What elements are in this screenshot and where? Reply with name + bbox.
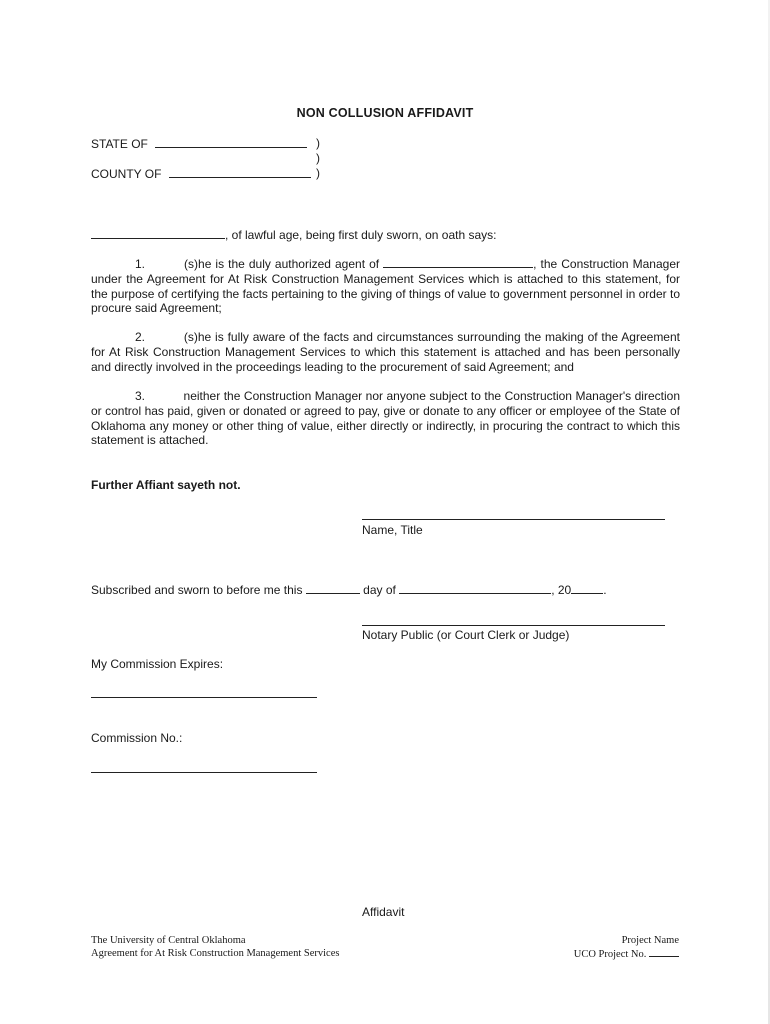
subscribed-text: Subscribed and sworn to before me this [91, 583, 303, 597]
footer-agreement: Agreement for At Risk Construction Management Services [91, 948, 340, 959]
state-of-label: STATE OF [91, 137, 148, 151]
paragraph-2 [91, 330, 680, 374]
paren-2: ) [316, 151, 320, 165]
footer-university: The University of Central Oklahoma [91, 935, 246, 946]
footer-project-name: Project Name [621, 935, 679, 946]
document-title: NON COLLUSION AFFIDAVIT [296, 106, 474, 120]
paragraph-1-text-a: (s)he is the duly authorized agent of [184, 257, 380, 271]
commission-expires-field[interactable] [91, 697, 317, 698]
commission-no-label: Commission No.: [91, 731, 183, 745]
footer-project-no-line [574, 947, 679, 961]
paragraph-3 [91, 389, 680, 448]
paren-1: ) [316, 136, 320, 150]
paragraph-1 [91, 256, 680, 316]
affiant-name-field[interactable] [91, 227, 225, 239]
commission-expires-label: My Commission Expires: [91, 657, 224, 671]
project-no-field[interactable] [649, 947, 679, 957]
subscribed-line [91, 582, 607, 598]
county-of-line [91, 166, 311, 182]
commission-no-field[interactable] [91, 772, 317, 773]
paragraph-2-number: 2. [135, 330, 146, 344]
paragraph-2-text: (s)he is fully aware of the facts and circumstances surrounding the making of the Agreement for At Risk Construction Management Services to which this statement is attached and has been personally and directly involved in the proceedings leading to the procurement of said Agreement; and [91, 330, 680, 374]
year-field[interactable] [571, 582, 603, 594]
year-prefix: , 20 [551, 583, 572, 597]
agent-of-field[interactable] [383, 256, 533, 268]
further-affiant-text: Further Affiant sayeth not. [91, 478, 241, 492]
paren-3: ) [316, 166, 320, 180]
paragraph-1-number: 1. [135, 257, 146, 271]
notary-signature-line[interactable] [362, 625, 665, 626]
notary-label: Notary Public (or Court Clerk or Judge) [362, 628, 570, 642]
county-of-label: COUNTY OF [91, 167, 162, 181]
paragraph-3-text: neither the Construction Manager nor anyone subject to the Construction Manager's direction or control has paid, given or donated or agreed to pay, give or donate to any officer or employee of the State of Oklahoma any money or other thing of value, either directly or indirectly, in procuring the contract to which this statement is attached. [91, 389, 680, 448]
county-of-field[interactable] [169, 166, 311, 178]
month-field[interactable] [399, 582, 551, 594]
state-of-line [91, 136, 307, 152]
affiant-intro-text: , of lawful age, being first duly sworn, on oath says: [225, 228, 497, 242]
paragraph-3-number: 3. [135, 389, 146, 403]
page-label: Affidavit [362, 905, 405, 919]
day-field[interactable] [306, 582, 360, 594]
year-suffix: . [603, 583, 607, 597]
footer-right [574, 934, 679, 961]
name-title-label: Name, Title [362, 523, 423, 537]
affiant-intro-line [91, 227, 496, 243]
footer-project-no: UCO Project No. [573, 949, 647, 960]
footer-left [91, 934, 339, 960]
affiant-signature-line[interactable] [362, 519, 665, 520]
day-of-text: day of [363, 583, 396, 597]
state-of-field[interactable] [155, 136, 307, 148]
paragraph-1-text-b: , the Construction Manager under the Agreement for At Risk Construction Management Services which is attached to this statement, for the purpose of certifying the facts pertaining to the giving of things of value to government personnel in order to procure said Agreement; [91, 257, 680, 316]
